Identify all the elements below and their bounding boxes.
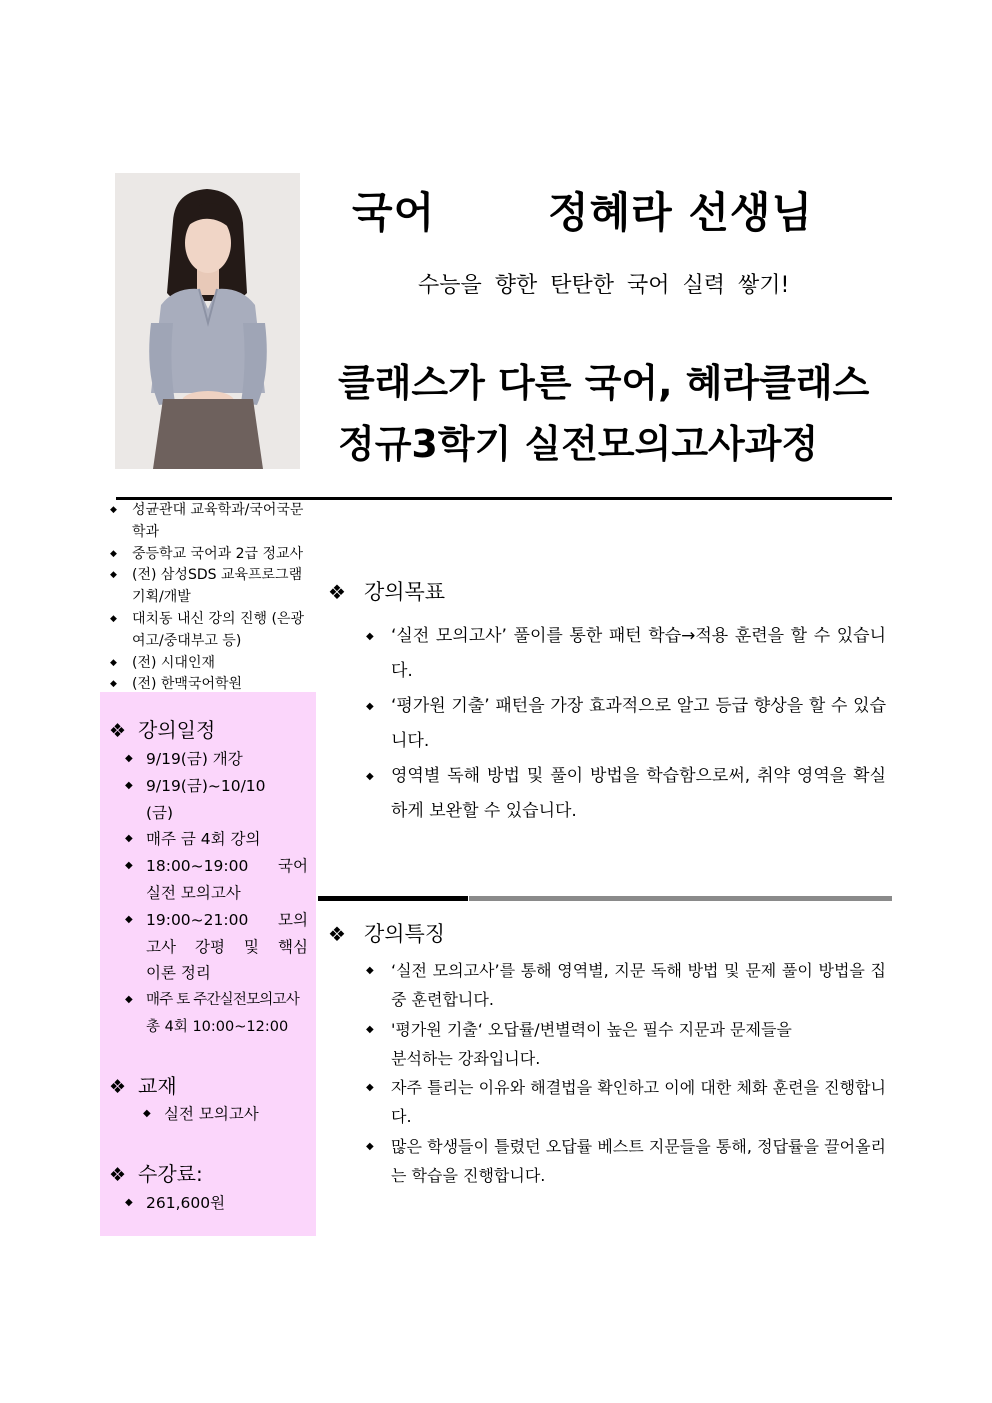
diamond-bullet-icon: ◆ [125, 753, 133, 764]
diamond-bullet-icon: ◆ [366, 1023, 374, 1035]
diamond-bullet-icon: ◆ [110, 570, 117, 581]
features-list [360, 956, 886, 1190]
goals-list [360, 619, 886, 829]
features-heading: ❖ 강의특징 [328, 922, 446, 946]
schedule-item: ◆ 매주 토 주간실전모의고사 총 4회 10:00~12:00 [122, 987, 308, 1041]
diamond-bullet-icon: ◆ [125, 1197, 133, 1208]
diamond-bullet-icon: ◆ [125, 994, 133, 1006]
diamond-bullet-icon: ◆ [125, 913, 133, 925]
teacher-name: 정혜라 선생님 [548, 188, 814, 237]
tagline: 수능을 향한 탄탄한 국어 실력 쌓기! [418, 273, 790, 298]
diamond-bullet-icon: ◆ [366, 701, 374, 712]
four-diamond-icon: ❖ [328, 580, 346, 604]
goals-heading: ❖ 강의목표 [328, 580, 446, 604]
diamond-bullet-icon: ◆ [366, 631, 374, 642]
schedule-item: ◆ 18:00~19:00 국어 실전 모의고사 [122, 853, 308, 907]
schedule-item: ◆ 매주 금 4회 강의 [122, 826, 308, 853]
diamond-bullet-icon: ◆ [366, 771, 374, 782]
schedule-item: ◆ 19:00~21:00 모의 고사 강평 및 핵심 이론 정리 [122, 907, 308, 987]
fee-heading: ❖ 수강료: [109, 1162, 203, 1186]
bio-item: ◆ 중등학교 국어과 2급 정교사 [106, 544, 311, 566]
schedule-heading: ❖ 강의일정 [109, 718, 216, 742]
course-title-line1: 클래스가 다른 국어, 혜라클래스 [338, 361, 870, 405]
bio-item: ◆ (전) 삼성SDS 교육프로그램 기획/개발 [110, 567, 303, 606]
bio-item: ◆ (전) 시대인재 [106, 653, 311, 675]
schedule-item: ◆ 9/19(금) 개강 [122, 746, 308, 773]
info-panel [100, 692, 316, 1236]
diamond-bullet-icon: ◆ [110, 548, 117, 559]
bio-item: ◆ 대치동 내신 강의 진행 (은광여고/중대부고 등) [110, 610, 305, 649]
diamond-bullet-icon: ◆ [110, 657, 117, 668]
divider-mid-dark [318, 896, 468, 901]
diamond-bullet-icon: ◆ [110, 613, 117, 624]
diamond-bullet-icon: ◆ [125, 833, 133, 845]
diamond-bullet-icon: ◆ [366, 1082, 374, 1094]
goal-item: ◆ 영역별 독해 방법 및 풀이 방법을 학습함으로써, 취약 영역을 확실하게 보완할 수 있습니다. [360, 759, 886, 829]
goal-item: ◆ ‘실전 모의고사’ 풀이를 통한 패턴 학습→적용 훈련을 할 수 있습니다. [360, 619, 886, 689]
subject-title: 국어 [352, 188, 436, 237]
textbook-list [140, 1101, 300, 1128]
bio-list [106, 500, 311, 718]
diamond-bullet-icon: ◆ [366, 1140, 374, 1152]
teacher-photo [115, 173, 300, 469]
divider-mid-gray [469, 896, 892, 901]
feature-item: ◆ 자주 틀리는 이유와 해결법을 확인하고 이에 대한 체화 훈련을 진행합니다. [360, 1073, 886, 1132]
fee-item: ◆ 261,600원 [122, 1190, 302, 1217]
bio-item: ◆ 성균관대 교육학과/국어국문학과 [110, 502, 304, 540]
schedule-item: ◆ 9/19(금)~10/10 (금) [122, 773, 308, 827]
course-title-line2: 정규3학기 실전모의고사과정 [338, 422, 819, 466]
diamond-bullet-icon: ◆ [110, 679, 117, 690]
diamond-bullet-icon: ◆ [125, 860, 133, 872]
diamond-bullet-icon: ◆ [143, 1108, 151, 1119]
textbook-heading: ❖ 교재 [109, 1074, 177, 1098]
four-diamond-icon: ❖ [109, 720, 127, 742]
feature-item: ◆ ‘실전 모의고사’를 통해 영역별, 지문 독해 방법 및 문제 풀이 방법을 집중 훈련합니다. [360, 956, 886, 1015]
diamond-bullet-icon: ◆ [366, 965, 374, 976]
feature-item: ◆ '평가원 기출‘ 오답률/변별력이 높은 필수 지문과 문제들을 분석하는 강좌입니다. [360, 1015, 886, 1074]
schedule-list [122, 746, 308, 1041]
fee-list [122, 1190, 302, 1217]
diamond-bullet-icon: ◆ [110, 505, 117, 515]
feature-item: ◆ 많은 학생들이 틀렸던 오답률 베스트 지문들을 통해, 정답률을 끌어올리는 학습을 진행합니다. [360, 1132, 886, 1191]
textbook-item: ◆ 실전 모의고사 [140, 1101, 300, 1128]
four-diamond-icon: ❖ [109, 1164, 127, 1186]
diamond-bullet-icon: ◆ [125, 779, 133, 791]
bio-item: ◆ (전) 한맥국어학원 [106, 674, 311, 696]
four-diamond-icon: ❖ [328, 922, 346, 946]
goal-item: ◆ ‘평가원 기출’ 패턴을 가장 효과적으로 알고 등급 향상을 할 수 있습니다. [360, 689, 886, 759]
four-diamond-icon: ❖ [109, 1076, 127, 1098]
